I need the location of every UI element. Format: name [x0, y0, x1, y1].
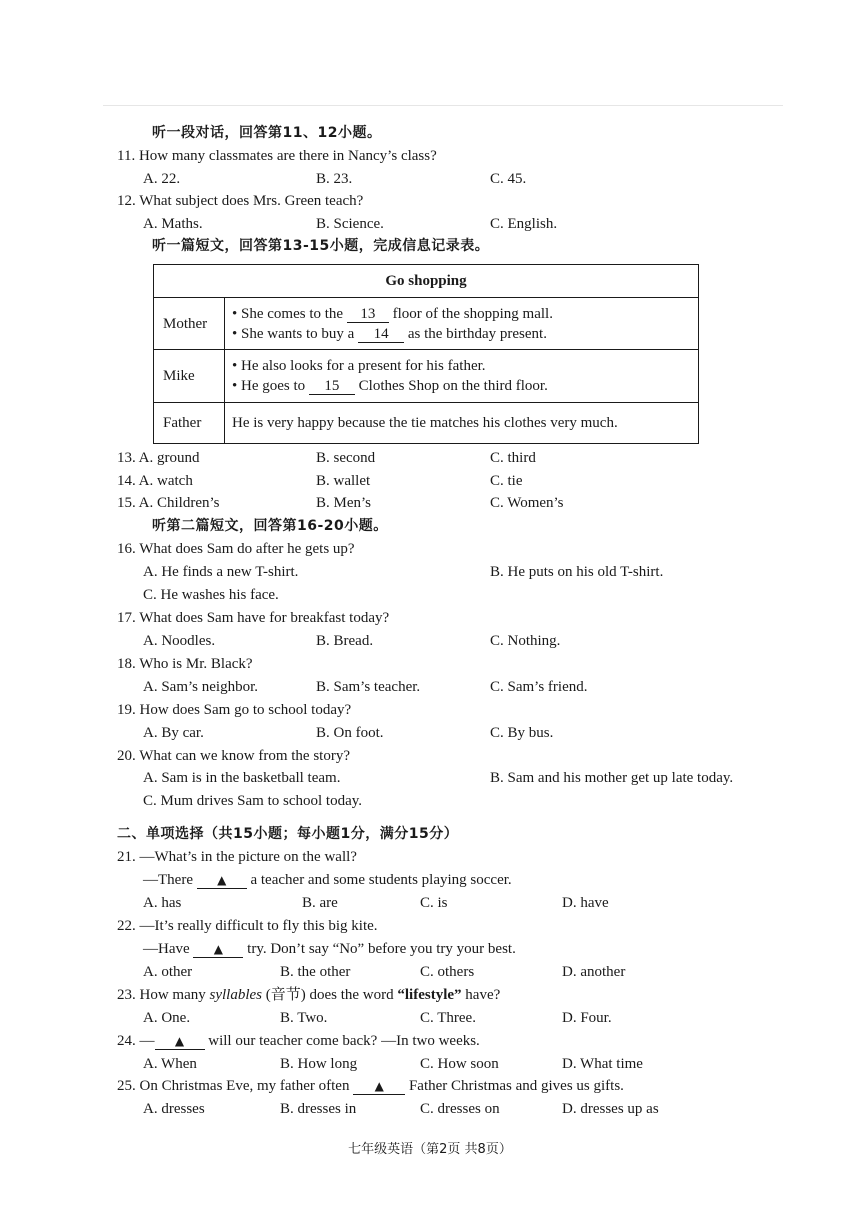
q24-option-d: D. What time	[562, 1056, 643, 1072]
q23-keyword-syllables: syllables	[209, 987, 262, 1003]
q22-option-b: B. the other	[280, 964, 351, 980]
q21-line1: 21. —What’s in the picture on the wall?	[117, 849, 357, 865]
mike-line1: • He also looks for a present for his father.	[232, 358, 486, 374]
q11-option-c: C. 45.	[490, 171, 527, 187]
row-content-father: He is very happy because the tie matches his clothes very much.	[225, 403, 699, 444]
q25-stem	[117, 1077, 624, 1095]
q22-line2-end: try. Don’t say “No” before you try your best.	[243, 941, 516, 957]
row-label-father: Father	[154, 403, 225, 444]
q15-option-c: C. Women’s	[490, 495, 564, 511]
q24-stem-start: 24. —	[117, 1033, 155, 1049]
mike-line2-end: Clothes Shop on the third floor.	[354, 378, 548, 394]
q22-option-a: A. other	[143, 964, 193, 980]
blank-15: 15	[309, 379, 355, 395]
answer-blank-mark: ▲	[353, 1079, 405, 1095]
q13-option-b: B. second	[316, 450, 376, 466]
q19-option-b: B. On foot.	[316, 725, 384, 741]
mike-line2-start: • He goes to	[232, 378, 309, 394]
question-11-stem: 11. How many classmates are there in Nancy’s class?	[117, 148, 437, 164]
question-17-stem: 17. What does Sam have for breakfast today?	[117, 610, 390, 626]
q23-keyword-lifestyle: “lifestyle”	[397, 987, 462, 1003]
q18-option-a: A. Sam’s neighbor.	[143, 679, 258, 695]
q19-option-c: C. By bus.	[490, 725, 554, 741]
blank-14: 14	[358, 327, 404, 343]
q18-option-c: C. Sam’s friend.	[490, 679, 588, 695]
section-intro-passage2: 听第二篇短文，回答第16-20小题。	[152, 518, 388, 534]
section-intro-passage1: 听一篇短文，回答第13-15小题，完成信息记录表。	[152, 238, 490, 254]
q25-stem-start: 25. On Christmas Eve, my father often	[117, 1078, 354, 1094]
mother-line2-end: as the birthday present.	[404, 325, 547, 342]
q22-line2-start: —Have	[143, 941, 194, 957]
q21-option-b: B. are	[302, 895, 338, 911]
q24-stem	[117, 1032, 480, 1050]
q12-option-c: C. English.	[490, 216, 558, 232]
q23-option-c: C. Three.	[420, 1010, 476, 1026]
q23-stem	[117, 986, 500, 1004]
q24-option-c: C. How soon	[420, 1056, 499, 1072]
q20-option-c: C. Mum drives Sam to school today.	[143, 793, 363, 809]
q17-option-c: C. Nothing.	[490, 633, 561, 649]
q23-stem-part2: (音节) does the word	[262, 987, 398, 1003]
q24-stem-end: will our teacher come back? —In two weeks.	[204, 1033, 480, 1049]
q25-stem-end: Father Christmas and gives us gifts.	[405, 1078, 624, 1094]
q25-option-d: D. dresses up as	[562, 1101, 659, 1117]
row-label-mother: Mother	[154, 298, 225, 350]
q25-option-a: A. dresses	[143, 1101, 205, 1117]
q21-line2-start: —There	[143, 872, 197, 888]
q24-option-b: B. How long	[280, 1056, 358, 1072]
q22-line1: 22. —It’s really difficult to fly this big kite.	[117, 918, 378, 934]
q21-option-c: C. is	[420, 895, 448, 911]
q16-option-c: C. He washes his face.	[143, 587, 279, 603]
question-19-stem: 19. How does Sam go to school today?	[117, 702, 352, 718]
q18-option-b: B. Sam’s teacher.	[316, 679, 421, 695]
go-shopping-table	[153, 264, 699, 444]
q22-option-d: D. another	[562, 964, 626, 980]
mother-line1-end: floor of the shopping mall.	[388, 305, 553, 322]
q12-option-a: A. Maths.	[143, 216, 203, 232]
q19-option-a: A. By car.	[143, 725, 204, 741]
q17-option-a: A. Noodles.	[143, 633, 216, 649]
q14-option-b: B. wallet	[316, 473, 371, 489]
q11-option-a: A. 22.	[143, 171, 181, 187]
q20-option-a: A. Sam is in the basketball team.	[143, 770, 341, 786]
q13-option-c: C. third	[490, 450, 536, 466]
question-18-stem: 18. Who is Mr. Black?	[117, 656, 253, 672]
q25-option-b: B. dresses in	[280, 1101, 357, 1117]
q13-option-a: 13. A. ground	[117, 450, 200, 466]
page-top-rule	[103, 105, 783, 106]
q24-option-a: A. When	[143, 1056, 197, 1072]
q23-option-b: B. Two.	[280, 1010, 328, 1026]
q11-option-b: B. 23.	[316, 171, 353, 187]
answer-blank-mark: ▲	[193, 942, 243, 958]
row-content-mike	[225, 350, 699, 403]
answer-blank-mark: ▲	[155, 1034, 205, 1050]
blank-13: 13	[347, 307, 389, 323]
q21-option-d: D. have	[562, 895, 609, 911]
q23-stem-part3: have?	[461, 987, 501, 1003]
q21-option-a: A. has	[143, 895, 182, 911]
q16-option-b: B. He puts on his old T-shirt.	[490, 564, 664, 580]
question-16-stem: 16. What does Sam do after he gets up?	[117, 541, 355, 557]
q20-option-b: B. Sam and his mother get up late today.	[490, 770, 734, 786]
question-12-stem: 12. What subject does Mrs. Green teach?	[117, 193, 364, 209]
section-intro-dialog: 听一段对话，回答第11、12小题。	[152, 125, 382, 141]
q17-option-b: B. Bread.	[316, 633, 374, 649]
mother-line1-start: • She comes to the	[232, 305, 347, 322]
question-20-stem: 20. What can we know from the story?	[117, 748, 350, 764]
q23-stem-part1: 23. How many	[117, 987, 210, 1003]
q14-option-c: C. tie	[490, 473, 523, 489]
row-content-mother	[225, 298, 699, 350]
q12-option-b: B. Science.	[316, 216, 384, 232]
q21-line2-end: a teacher and some students playing soccer.	[246, 872, 512, 888]
part2-title: 二、单项选择（共15小题；每小题1分，满分15分）	[117, 826, 459, 842]
row-label-mike: Mike	[154, 350, 225, 403]
q23-option-a: A. One.	[143, 1010, 191, 1026]
q21-line2	[143, 871, 512, 889]
table-title: Go shopping	[154, 265, 699, 298]
q16-option-a: A. He finds a new T-shirt.	[143, 564, 299, 580]
q23-option-d: D. Four.	[562, 1010, 612, 1026]
q25-option-c: C. dresses on	[420, 1101, 500, 1117]
q15-option-a: 15. A. Children’s	[117, 495, 220, 511]
answer-blank-mark: ▲	[197, 873, 247, 889]
page-footer: 七年级英语（第2页 共8页）	[348, 1142, 512, 1157]
q14-option-a: 14. A. watch	[117, 473, 193, 489]
q15-option-b: B. Men’s	[316, 495, 372, 511]
mother-line2-start: • She wants to buy a	[232, 325, 359, 342]
q22-option-c: C. others	[420, 964, 475, 980]
q22-line2	[143, 940, 516, 958]
